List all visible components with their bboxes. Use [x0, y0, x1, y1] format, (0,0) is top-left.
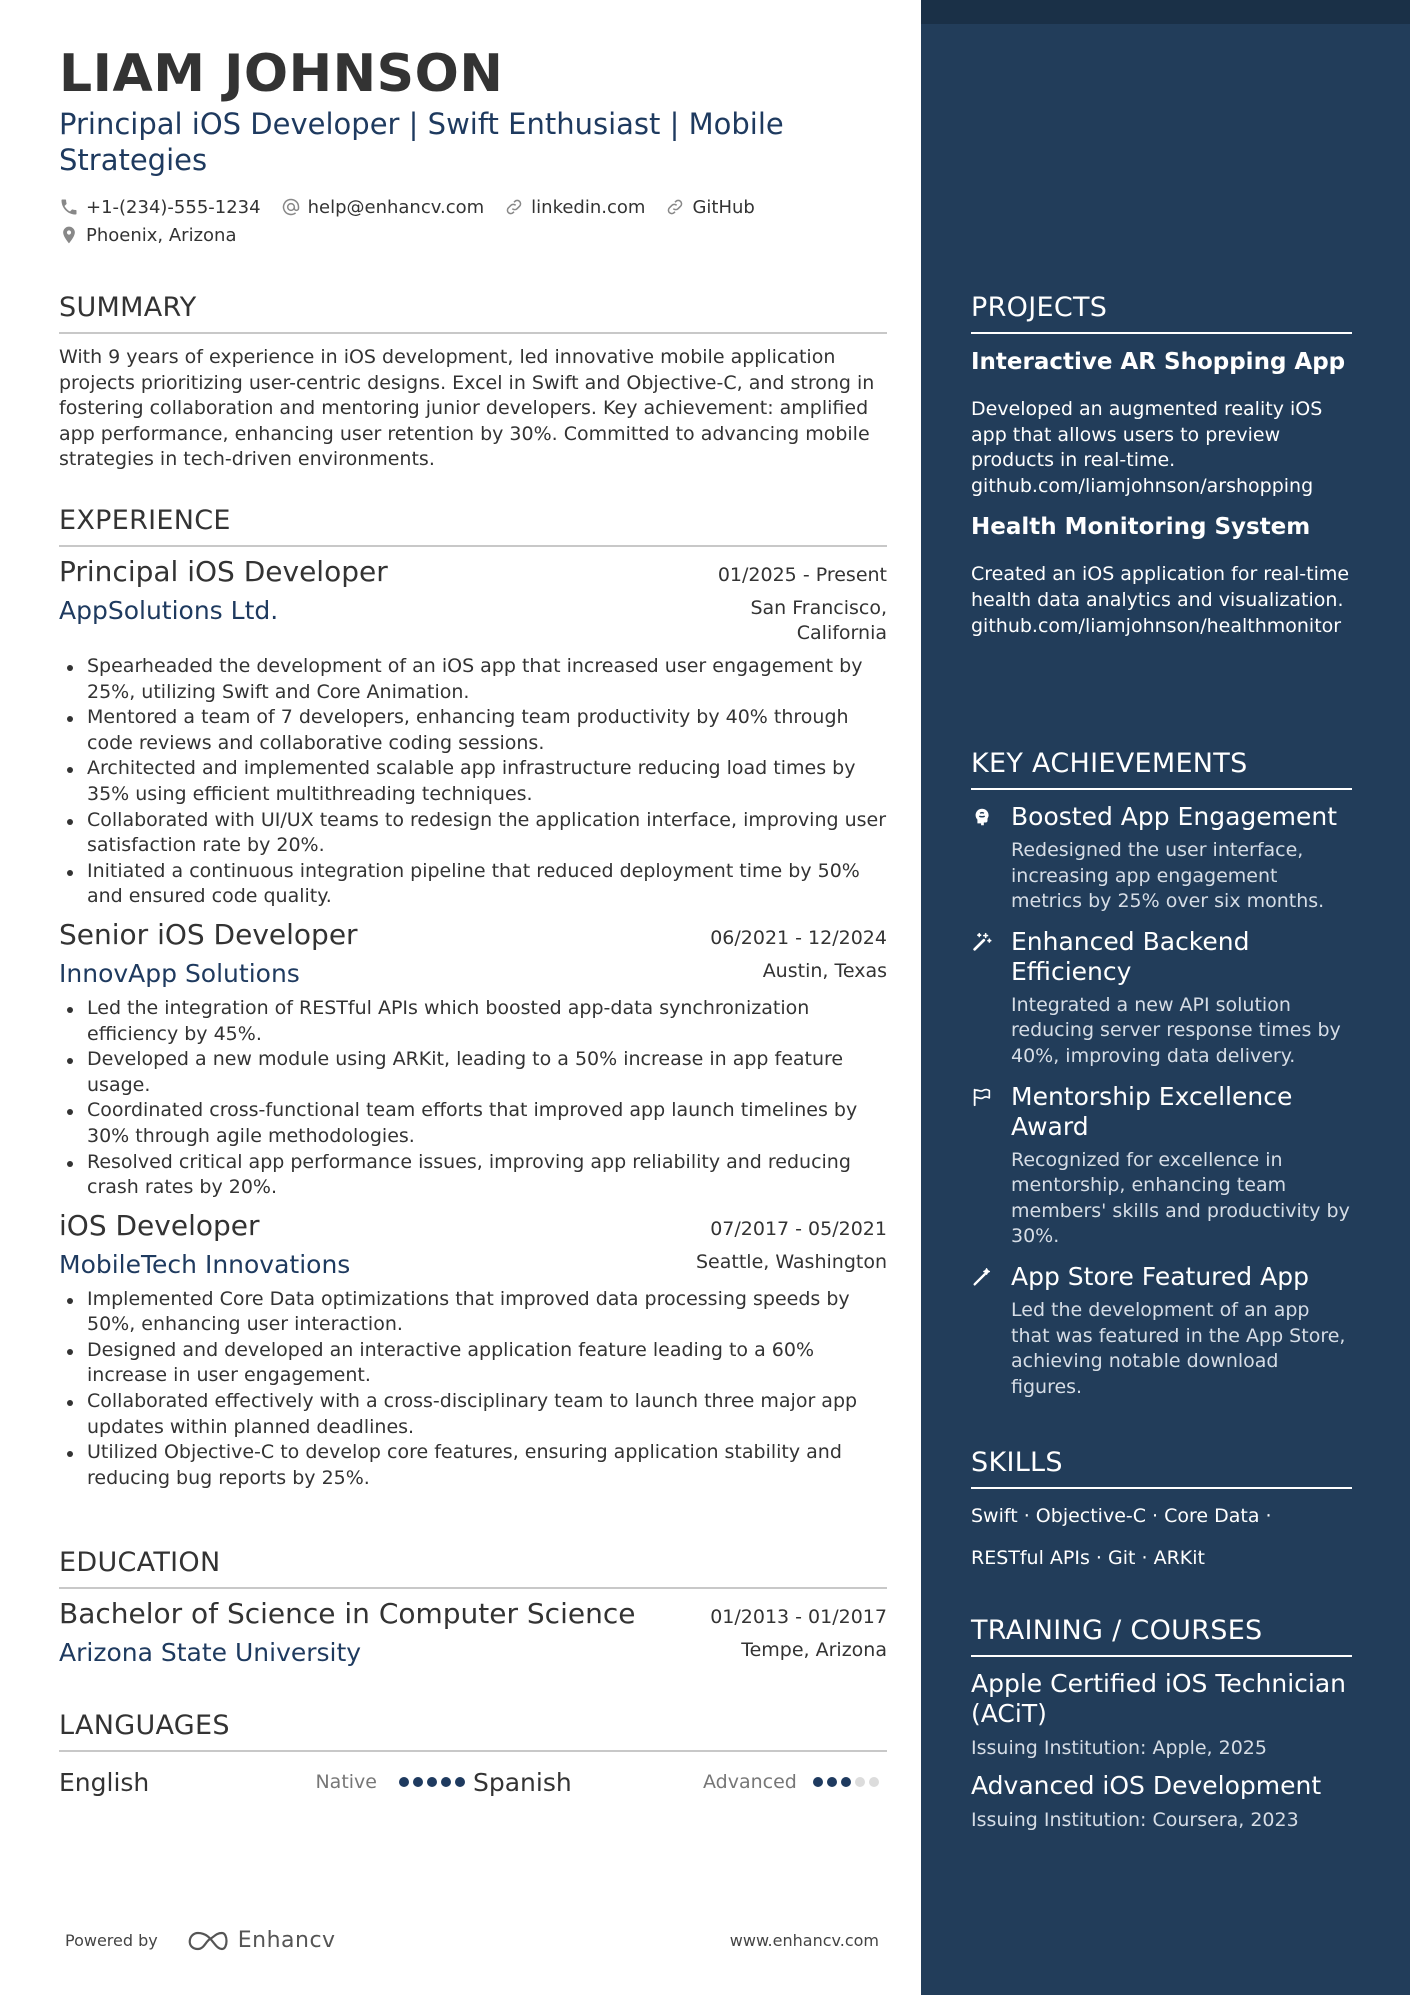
language-name: English	[59, 1767, 150, 1797]
job-entry	[59, 918, 887, 1201]
footer-website[interactable]: www.enhancv.com	[729, 1931, 879, 1950]
skills-section	[971, 1447, 1352, 1579]
achievement-desc: Led the development of an app that was featured in the App Store, achieving notable download figures.	[1011, 1298, 1346, 1398]
sidebar-top-band	[921, 0, 1410, 24]
degree-title: Bachelor of Science in Computer Science	[59, 1597, 636, 1630]
github-text: GitHub	[692, 196, 755, 218]
contact-github[interactable]	[665, 197, 754, 218]
summary-section	[59, 292, 887, 473]
contact-phone[interactable]	[59, 197, 261, 218]
summary-title: SUMMARY	[59, 292, 887, 334]
job-location-line: California	[796, 622, 887, 644]
phone-text: +1-(234)-555-1234	[86, 196, 261, 218]
project-desc-text: Developed an augmented reality iOS app that allows users to preview products in real-time.	[971, 398, 1323, 472]
skills-line: RESTful APIs · Git · ARKit	[971, 1547, 1205, 1569]
company-name: InnovApp Solutions	[59, 958, 300, 988]
job-title: Senior iOS Developer	[59, 917, 358, 951]
skills-list	[971, 1495, 1352, 1579]
course-institution: Issuing Institution: Apple, 2025	[971, 1737, 1267, 1759]
proficiency-dot-filled	[399, 1777, 409, 1787]
summary-text: With 9 years of experience in iOS development, led innovative mobile application projects prioritizing user-centric designs. Excel in Swift and Objective-C, and strong in fostering collaboration and mentoring junior developers. Key achievement: amplified app performance, enhancing user retention by 30%. Committed to advancing mobile strategies in tech-driven environments.	[59, 346, 875, 471]
projects-title: PROJECTS	[971, 292, 1352, 334]
project-description	[971, 562, 1352, 639]
proficiency-dots	[813, 1777, 883, 1787]
course-item	[971, 1771, 1352, 1831]
link-icon	[504, 197, 524, 217]
training-section	[971, 1615, 1352, 1831]
skills-line: Swift · Objective-C · Core Data ·	[971, 1505, 1272, 1527]
course-title: Apple Certified iOS Technician (ACiT)	[971, 1669, 1346, 1728]
location-text: Phoenix, Arizona	[86, 224, 237, 246]
project-title: Interactive AR Shopping App	[971, 349, 1346, 375]
language-level: Advanced	[703, 1771, 797, 1793]
bullet-item: Designed and developed an interactive application feature leading to a 60% increase in user engagement.	[59, 1338, 887, 1389]
education-section	[59, 1547, 887, 1667]
candidate-name: LIAM JOHNSON	[59, 44, 504, 104]
magic-wand-icon	[971, 931, 993, 953]
wand-icon	[971, 1266, 993, 1288]
course-title: Advanced iOS Development	[971, 1771, 1322, 1800]
job-entry	[59, 555, 887, 910]
flag-icon	[971, 1086, 993, 1108]
contact-email[interactable]	[281, 197, 485, 218]
contact-location	[59, 225, 236, 246]
powered-by-label: Powered by	[65, 1931, 158, 1950]
bullet-item: Initiated a continuous integration pipeline that reduced deployment time by 50% and ensured code quality.	[59, 859, 887, 910]
bullet-item: Implemented Core Data optimizations that improved data processing speeds by 50%, enhancing user interaction.	[59, 1287, 887, 1338]
course-item	[971, 1669, 1352, 1759]
language-level: Native	[315, 1771, 377, 1793]
achievement-item	[971, 1082, 1352, 1250]
achievement-item	[971, 927, 1352, 1070]
language-item	[59, 1768, 473, 1797]
job-date: 06/2021 - 12/2024	[710, 926, 887, 949]
project-description	[971, 397, 1352, 499]
achievement-title: Enhanced Backend Efficiency	[1011, 926, 1250, 986]
projects-section	[971, 292, 1352, 639]
at-icon	[281, 197, 301, 217]
job-date: 01/2025 - Present	[717, 564, 887, 586]
bullet-item: Spearheaded the development of an iOS app that increased user engagement by 25%, utilizing Swift and Core Animation.	[59, 654, 887, 705]
school-name: Arizona State University	[59, 1638, 362, 1667]
languages-section	[59, 1710, 887, 1802]
page-footer	[65, 1928, 879, 1953]
achievement-desc: Recognized for excellence in mentorship, enhancing team members' skills and productivity by 30%.	[1011, 1148, 1350, 1248]
job-date: 07/2017 - 05/2021	[710, 1217, 887, 1240]
bullet-item: Led the integration of RESTful APIs which boosted app-data synchronization efficiency by 45%.	[59, 996, 887, 1047]
email-text: help@enhancv.com	[307, 196, 485, 218]
course-institution: Issuing Institution: Coursera, 2023	[971, 1809, 1299, 1831]
training-title: TRAINING / COURSES	[971, 1615, 1352, 1657]
link-icon	[665, 197, 685, 217]
proficiency-dot-empty	[869, 1777, 879, 1787]
job-location: Austin, Texas	[762, 959, 887, 982]
powered-by[interactable]	[65, 1928, 336, 1953]
proficiency-dot-filled	[813, 1777, 823, 1787]
achievement-title: Boosted App Engagement	[1011, 802, 1338, 831]
brain-icon	[971, 806, 993, 828]
achievement-item	[971, 802, 1352, 915]
job-location: Seattle, Washington	[696, 1250, 887, 1273]
proficiency-dot-filled	[413, 1777, 423, 1787]
experience-section	[59, 505, 887, 1491]
bullet-item: Collaborated with UI/UX teams to redesign the application interface, improving user satisfaction rate by 20%.	[59, 808, 887, 859]
job-location	[750, 596, 887, 646]
project-title: Health Monitoring System	[971, 514, 1311, 541]
job-title: Principal iOS Developer	[59, 555, 388, 588]
phone-icon	[59, 197, 79, 217]
job-bullets	[59, 1287, 887, 1492]
achievements-section	[971, 748, 1352, 1400]
project-url[interactable]: github.com/liamjohnson/healthmonitor	[971, 614, 1342, 637]
language-item	[473, 1768, 887, 1797]
proficiency-dot-filled	[455, 1777, 465, 1787]
bullet-item: Utilized Objective-C to develop core features, ensuring application stability and reducing bug reports by 25%.	[59, 1440, 887, 1491]
project-item	[971, 347, 1352, 499]
project-item	[971, 512, 1352, 639]
bullet-item: Resolved critical app performance issues, improving app reliability and reducing crash rates by 20%.	[59, 1150, 887, 1201]
proficiency-dot-filled	[841, 1777, 851, 1787]
achievement-desc: Integrated a new API solution reducing server response times by 40%, improving data delivery.	[1011, 993, 1341, 1067]
contact-info	[59, 193, 887, 249]
proficiency-dot-empty	[855, 1777, 865, 1787]
experience-title: EXPERIENCE	[59, 505, 887, 547]
skills-title: SKILLS	[971, 1447, 1352, 1489]
bullet-item: Mentored a team of 7 developers, enhancing team productivity by 40% through code reviews and collaborative coding sessions.	[59, 705, 887, 756]
location-pin-icon	[59, 225, 79, 245]
languages-title: LANGUAGES	[59, 1710, 887, 1752]
bullet-item: Coordinated cross-functional team efforts that improved app launch timelines by 30% through agile methodologies.	[59, 1098, 887, 1149]
company-name: MobileTech Innovations	[59, 1249, 351, 1279]
achievement-item	[971, 1262, 1352, 1400]
proficiency-dots	[399, 1777, 469, 1787]
contact-linkedin[interactable]	[504, 197, 645, 218]
proficiency-dot-filled	[827, 1777, 837, 1787]
candidate-headline: Principal iOS Developer | Swift Enthusiast | Mobile Strategies	[59, 107, 784, 177]
brand-name: Enhancv	[237, 1928, 336, 1953]
achievement-title: App Store Featured App	[1011, 1261, 1309, 1291]
proficiency-dot-filled	[441, 1777, 451, 1787]
achievements-title: KEY ACHIEVEMENTS	[971, 748, 1352, 790]
sidebar	[921, 0, 1410, 1995]
company-name: AppSolutions Ltd.	[59, 596, 279, 625]
job-bullets	[59, 996, 887, 1201]
proficiency-dot-filled	[427, 1777, 437, 1787]
enhancv-logo-icon	[184, 1929, 230, 1953]
bullet-item: Developed a new module using ARKit, leading to a 50% increase in app feature usage.	[59, 1047, 887, 1098]
education-title: EDUCATION	[59, 1547, 887, 1589]
project-url[interactable]: github.com/liamjohnson/arshopping	[971, 474, 1314, 497]
achievement-title: Mentorship Excellence Award	[1011, 1081, 1293, 1141]
job-entry	[59, 1209, 887, 1492]
bullet-item: Collaborated effectively with a cross-disciplinary team to launch three major app updates within planned deadlines.	[59, 1389, 887, 1440]
bullet-item: Architected and implemented scalable app infrastructure reducing load times by 35% using efficient multithreading techniques.	[59, 756, 887, 807]
education-date: 01/2013 - 01/2017	[710, 1606, 887, 1628]
languages-list	[59, 1762, 887, 1802]
language-name: Spanish	[473, 1767, 572, 1797]
job-title: iOS Developer	[59, 1208, 260, 1242]
school-location: Tempe, Arizona	[741, 1639, 887, 1661]
job-location-line: San Francisco,	[750, 597, 887, 619]
job-bullets	[59, 654, 887, 910]
project-desc-text: Created an iOS application for real-time health data analytics and visualization.	[971, 563, 1350, 611]
linkedin-text: linkedin.com	[531, 196, 646, 218]
achievement-desc: Redesigned the user interface, increasing app engagement metrics by 25% over six months.	[1011, 839, 1325, 913]
